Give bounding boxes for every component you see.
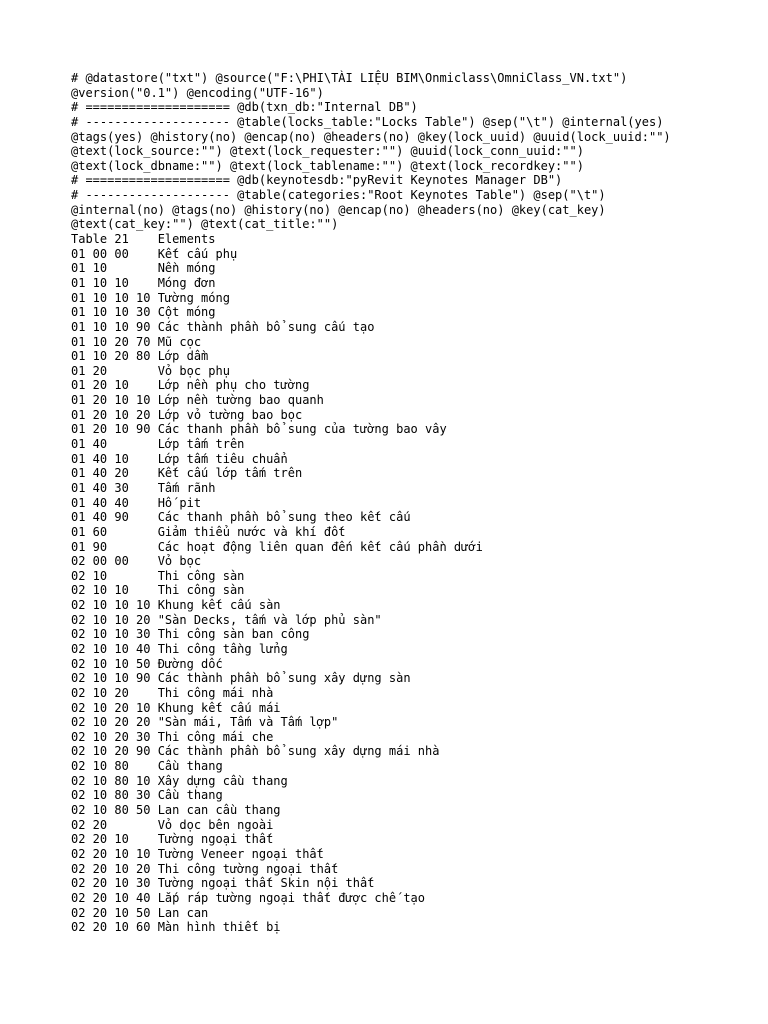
table-row-line: 01 90 Các hoạt động liên quan đến kết cấu phần dưới xyxy=(71,539,483,554)
table-row-line: 02 20 Vỏ dọc bên ngoài xyxy=(71,817,274,832)
table-row-line: 01 40 20 Kết cấu lớp tấm trên xyxy=(71,466,303,481)
table-row-line: 01 40 90 Các thanh phần bổ sung theo kết cấu xyxy=(71,510,411,525)
table-row-line: 02 10 10 20 "Sàn Decks, tấm và lớp phủ sàn" xyxy=(71,612,382,627)
table-row-line: 01 40 30 Tấm rãnh xyxy=(71,480,216,495)
table-header-line: Table 21 Elements xyxy=(71,232,216,247)
table-row-line: 01 60 Giảm thiểu nước và khí đốt xyxy=(71,524,346,539)
table-row-line: 02 10 10 Thi công sàn xyxy=(71,583,245,598)
table-row-line: 01 20 10 20 Lớp vỏ tường bao bọc xyxy=(71,407,303,422)
table-row-line: 02 10 10 10 Khung kết cấu sàn xyxy=(71,598,281,613)
header-directive-line: # @datastore("txt") @source("F:\PHI\TÀI LIỆU BIM\Onmiclass\OmniClass_VN.txt") xyxy=(71,71,628,85)
table-row-line: 02 20 10 30 Tường ngoại thất Skin nội thất xyxy=(71,876,375,891)
table-row-line: 01 10 20 70 Mũ cọc xyxy=(71,334,202,349)
table-row-line: 02 10 20 20 "Sàn mái, Tấm và Tấm lợp" xyxy=(71,715,339,730)
table-row-line: 02 20 10 Tường ngoại thất xyxy=(71,832,274,847)
table-row-line: 02 10 20 Thi công mái nhà xyxy=(71,685,274,700)
document-text xyxy=(71,71,751,935)
header-directive-line: @text(cat_key:"") @text(cat_title:"") xyxy=(71,217,339,232)
table-row-line: 02 10 10 90 Các thành phần bổ sung xây dựng sàn xyxy=(71,671,411,686)
header-directive-line: # -------------------- @table(locks_table:"Locks Table") @sep("\t") @internal(yes) xyxy=(71,114,664,129)
header-directive-line: @internal(no) @tags(no) @history(no) @encap(no) @headers(no) @key(cat_key) xyxy=(71,202,606,217)
table-row-line: 02 20 10 40 Lắp ráp tường ngoại thất được chế tạo xyxy=(71,890,426,905)
table-row-line: 02 10 10 30 Thi công sàn ban công xyxy=(71,627,310,642)
table-row-line: 02 10 20 30 Thi công mái che xyxy=(71,729,274,744)
table-row-line: 01 20 Vỏ bọc phụ xyxy=(71,363,230,378)
table-row-line: 02 10 80 10 Xây dựng cầu thang xyxy=(71,773,288,788)
table-row-line: 01 20 10 90 Các thanh phần bổ sung của tường bao vây xyxy=(71,422,447,437)
header-directive-line: @text(lock_dbname:"") @text(lock_tablename:"") @text(lock_recordkey:"") xyxy=(71,158,584,173)
table-row-line: 01 20 10 10 Lớp nền tường bao quanh xyxy=(71,393,324,408)
table-row-line: 01 10 20 80 Lớp dầm xyxy=(71,349,209,364)
table-row-line: 01 10 10 Móng đơn xyxy=(71,275,216,290)
table-row-line: 02 20 10 60 Màn hình thiết bị xyxy=(71,920,281,935)
table-row-line: 01 10 10 30 Cột móng xyxy=(71,305,216,320)
table-row-line: 02 10 10 50 Đường dốc xyxy=(71,656,223,671)
header-directive-line: # ==================== @db(keynotesdb:"pyRevit Keynotes Manager DB") xyxy=(71,173,563,188)
table-row-line: 02 10 Thi công sàn xyxy=(71,568,245,583)
table-row-line: 02 20 10 10 Tường Veneer ngoại thất xyxy=(71,846,324,861)
header-directive-line: @tags(yes) @history(no) @encap(no) @headers(no) @key(lock_uuid) @uuid(lock_uuid:"") xyxy=(71,129,671,144)
table-row-line: 01 10 Nền móng xyxy=(71,261,216,276)
table-row-line: 02 10 80 Cầu thang xyxy=(71,759,223,774)
header-directive-line: # ==================== @db(txn_db:"Internal DB") xyxy=(71,100,418,115)
header-directive-line: @text(lock_source:"") @text(lock_requester:"") @uuid(lock_conn_uuid:"") xyxy=(71,144,584,159)
table-row-line: 02 00 00 Vỏ bọc xyxy=(71,554,202,569)
table-row-line: 01 10 10 90 Các thành phần bổ sung cấu tạo xyxy=(71,319,375,334)
header-directive-line: # -------------------- @table(categories:"Root Keynotes Table") @sep("\t") xyxy=(71,188,606,203)
table-row-line: 01 40 40 Hố pit xyxy=(71,495,202,510)
table-row-line: 01 00 00 Kết cấu phụ xyxy=(71,246,238,261)
table-row-line: 02 10 80 50 Lan can cầu thang xyxy=(71,803,281,818)
table-row-line: 01 40 Lớp tấm trên xyxy=(71,437,245,452)
table-row-line: 01 20 10 Lớp nền phụ cho tường xyxy=(71,378,310,393)
table-row-line: 02 10 10 40 Thi công tầng lửng xyxy=(71,641,288,656)
table-row-line: 01 10 10 10 Tường móng xyxy=(71,290,230,305)
table-row-line: 02 10 20 10 Khung kết cấu mái xyxy=(71,700,281,715)
table-row-line: 02 10 80 30 Cầu thang xyxy=(71,788,223,803)
table-row-line: 02 20 10 20 Thi công tường ngoại thất xyxy=(71,861,339,876)
header-directive-line: @version("0.1") @encoding("UTF-16") xyxy=(71,85,324,100)
table-row-line: 02 10 20 90 Các thành phần bổ sung xây dựng mái nhà xyxy=(71,744,440,759)
table-row-line: 01 40 10 Lớp tấm tiêu chuẩn xyxy=(71,451,288,466)
table-row-line: 02 20 10 50 Lan can xyxy=(71,905,209,920)
